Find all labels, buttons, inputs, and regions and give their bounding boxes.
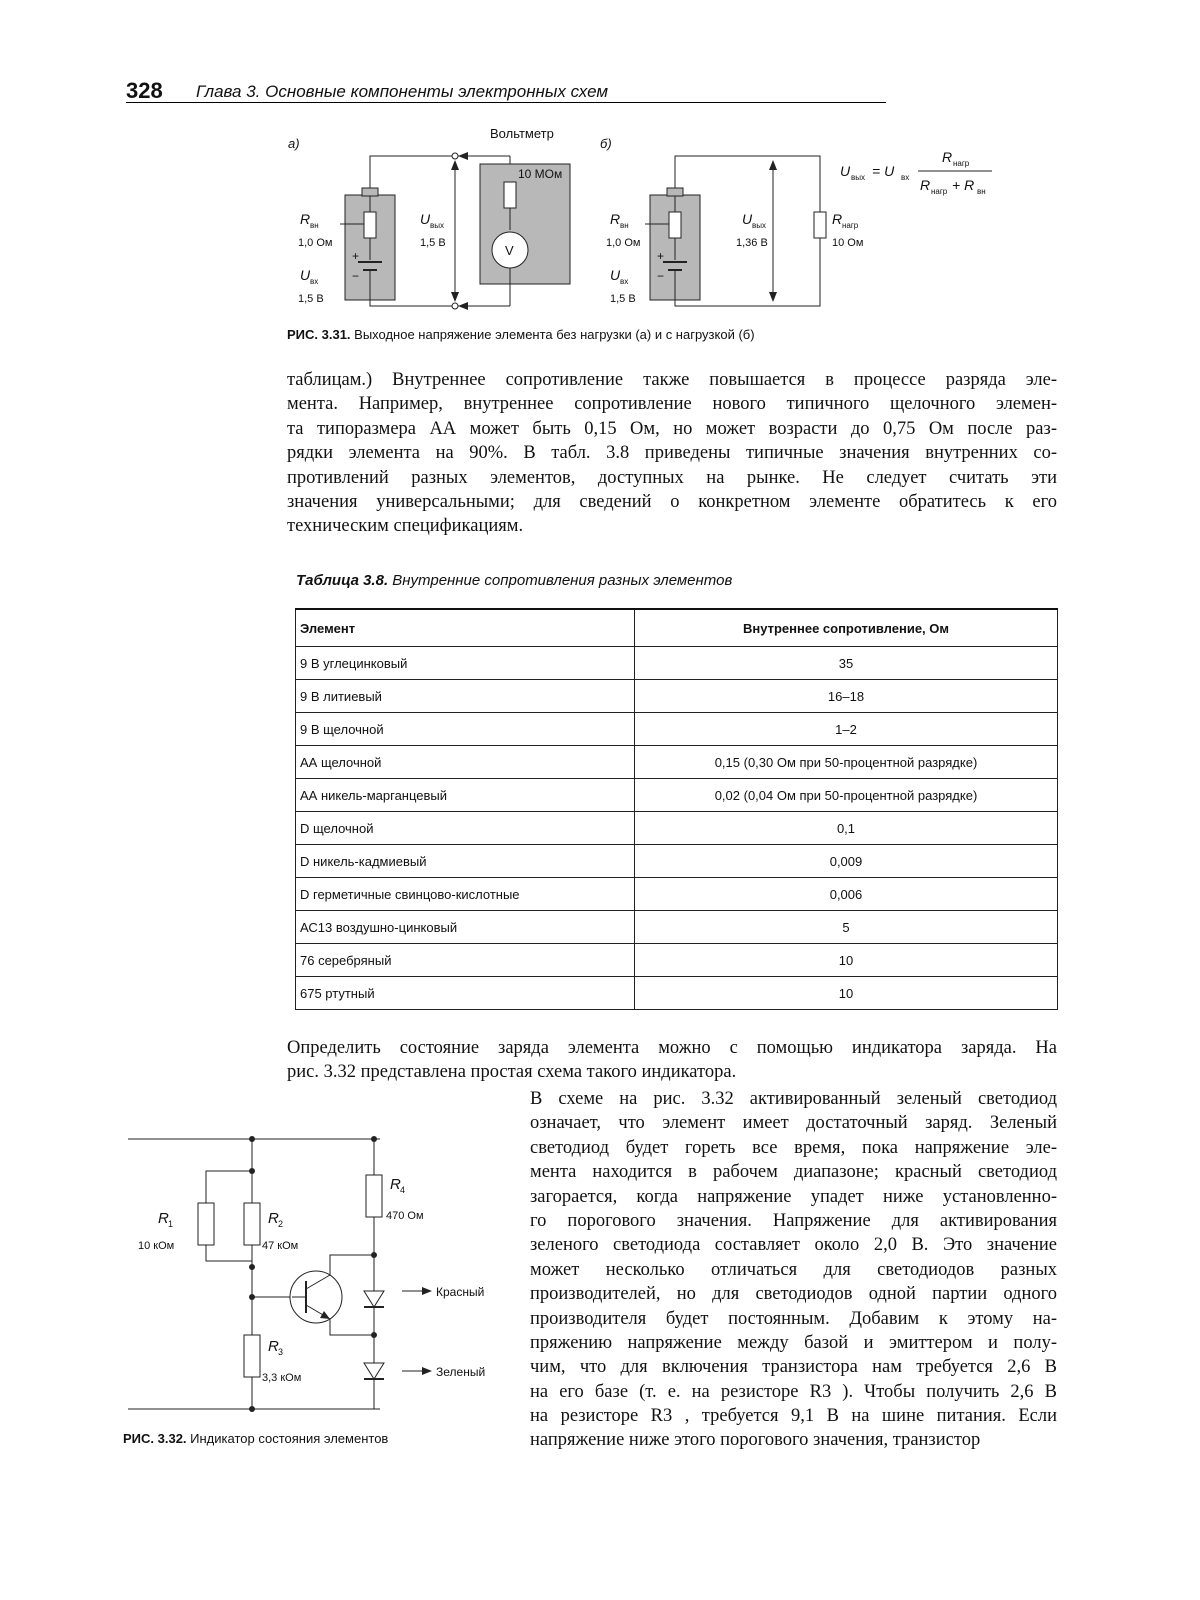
figure-3-32 bbox=[120, 1125, 510, 1435]
svg-text:нагр: нагр bbox=[842, 221, 859, 230]
svg-text:+: + bbox=[352, 249, 360, 263]
uvh-b-value: 1,5 В bbox=[610, 293, 636, 305]
svg-text:вн: вн bbox=[310, 221, 319, 230]
voltmeter-symbol: V bbox=[505, 243, 514, 258]
uvyh-a-value: 1,5 В bbox=[420, 237, 446, 249]
svg-text:вых: вых bbox=[430, 221, 444, 230]
svg-text:нагр: нагр bbox=[953, 159, 970, 168]
load-resistor bbox=[814, 212, 826, 238]
divider-formula bbox=[840, 149, 992, 196]
uvh-b-label: U bbox=[610, 267, 621, 283]
svg-text:= U: = U bbox=[872, 163, 895, 179]
rvn-b-label: R bbox=[610, 211, 621, 227]
table-row: D щелочной 0,1 bbox=[296, 812, 1058, 845]
figure-3-31-caption: РИС. 3.31. Выходное напряжение элемента без нагрузки (а) и с нагрузкой (б) bbox=[287, 327, 755, 342]
rnagr-value: 10 Ом bbox=[832, 237, 864, 249]
fig-label-a: а) bbox=[288, 136, 300, 151]
table-header-row bbox=[296, 609, 1058, 647]
table-row: D никель-кадмиевый 0,009 bbox=[296, 845, 1058, 878]
svg-text:вых: вых bbox=[851, 173, 865, 182]
r1-label: R bbox=[158, 1210, 169, 1227]
svg-text:1: 1 bbox=[168, 1219, 174, 1229]
resistance-table bbox=[295, 608, 1058, 1010]
page-header bbox=[126, 78, 886, 104]
svg-text:вн: вн bbox=[620, 221, 629, 230]
resistor-r3 bbox=[244, 1335, 260, 1377]
header-rule bbox=[126, 102, 886, 103]
resistor-r4 bbox=[366, 1175, 382, 1217]
fig-label-b: б) bbox=[600, 136, 612, 151]
table-row: АС13 воздушно-цинковый 5 bbox=[296, 911, 1058, 944]
r1-value: 10 кОм bbox=[138, 1240, 175, 1252]
resistor-r2 bbox=[244, 1203, 260, 1245]
green-label: Зеленый bbox=[436, 1365, 486, 1379]
rvn-a-label: R bbox=[300, 211, 311, 227]
red-led bbox=[364, 1291, 384, 1307]
svg-text:4: 4 bbox=[400, 1185, 406, 1195]
svg-text:вх: вх bbox=[620, 277, 629, 286]
svg-text:нагр: нагр bbox=[931, 187, 948, 196]
voltmeter-label: Вольтметр bbox=[490, 126, 554, 141]
body-paragraph-2: Определить состояние заряда элемента можно с помощью индикатора заряда. На рис. 3.32 представлена простая схема такого индикатора. bbox=[287, 1038, 1057, 1083]
table-row: 9 В углецинковый 35 bbox=[296, 647, 1058, 680]
svg-text:+ R: + R bbox=[952, 177, 975, 193]
svg-text:вх: вх bbox=[310, 277, 319, 286]
svg-text:−: − bbox=[657, 269, 665, 283]
uvh-a-label: U bbox=[300, 267, 311, 283]
battery-a bbox=[345, 188, 395, 300]
rnagr-label: R bbox=[832, 211, 843, 227]
battery-b bbox=[650, 188, 700, 300]
table-row: 9 В щелочной 1–2 bbox=[296, 713, 1058, 746]
svg-text:вых: вых bbox=[752, 221, 766, 230]
r3-value: 3,3 кОм bbox=[262, 1372, 302, 1384]
resistor-r1 bbox=[198, 1203, 214, 1245]
page-number: 328 bbox=[126, 78, 163, 103]
r2-label: R bbox=[268, 1210, 279, 1227]
uvyh-a-label: U bbox=[420, 211, 431, 227]
svg-text:R: R bbox=[942, 149, 953, 165]
chapter-title: Глава 3. Основные компоненты электронных схем bbox=[196, 82, 608, 101]
svg-text:2: 2 bbox=[278, 1219, 284, 1229]
table-row: D герметичные свинцово-кислотные 0,006 bbox=[296, 878, 1058, 911]
body-paragraph-3: В схеме на рис. 3.32 активированный зеленый светодиод означает, что элемент имеет достаточный заряд. Зеленый светодиод будет гореть все время, пока напряжение эле- мента находится в рабочем диапазоне; красный светодиод загорается, когда напряжение упадет ниже установленно- го порогового значения. Напряжение для активирования зеленого светодиода составляет около 2,0 В. Это значение может несколько отличаться для светодиодов разных производителей, но для светодиодов одной партии одного производителя будет постоянным. Добавим к этому на- пряжению напряжение между базой и эмиттером и полу- чим, что для включения транзистора нам требуется 2,6 В на его базе (т. е. на резисторе R3 ). Чтобы получить 2,6 В на резисторе R3 , требуется 9,1 В на шине питания. Если напряжение ниже этого порогового значения, транзистор bbox=[530, 1089, 1057, 1451]
r3-label: R bbox=[268, 1338, 279, 1355]
figure-3-31 bbox=[280, 120, 1020, 330]
table-title: Таблица 3.8. Внутренние сопротивления разных элементов bbox=[296, 572, 733, 589]
svg-text:−: − bbox=[352, 269, 360, 283]
body-paragraph-1: таблицам.) Внутреннее сопротивление также повышается в процессе разряда эле- мента. Например, внутреннее сопротивление нового типичного щелочного элемен- та типоразмера АА может быть 0,15 Ом, но может возрасти до 0,75 Ом после раз- рядки элемента на 90%. В табл. 3.8 приведены типичные значения внутренних со- противлений разных элементов, доступных на рынке. Не следует считать эти значения универсальными; для сведений о конкретном элементе обратитесь к его техническим спецификациям. bbox=[287, 370, 1057, 537]
voltmeter-box bbox=[480, 164, 570, 284]
table-row: АА никель-марганцевый 0,02 (0,04 Ом при 50-процентной разрядке) bbox=[296, 779, 1058, 812]
rvn-b-value: 1,0 Ом bbox=[606, 237, 641, 249]
r2-value: 47 кОм bbox=[262, 1240, 299, 1252]
green-led bbox=[364, 1363, 384, 1379]
red-label: Красный bbox=[436, 1285, 485, 1299]
col-header-element: Элемент bbox=[296, 609, 635, 647]
col-header-resistance: Внутреннее сопротивление, Ом bbox=[635, 609, 1058, 647]
table-row: 76 серебряный 10 bbox=[296, 944, 1058, 977]
svg-text:вн: вн bbox=[977, 187, 986, 196]
svg-text:U: U bbox=[840, 163, 851, 179]
svg-text:вх: вх bbox=[901, 173, 910, 182]
rvn-a-value: 1,0 Ом bbox=[298, 237, 333, 249]
table-row: 675 ртутный 10 bbox=[296, 977, 1058, 1010]
figure-3-32-caption: РИС. 3.32. Индикатор состояния элементов bbox=[123, 1431, 389, 1446]
table-row: 9 В литиевый 16–18 bbox=[296, 680, 1058, 713]
uvyh-b-label: U bbox=[742, 211, 753, 227]
r4-value: 470 Ом bbox=[386, 1210, 424, 1222]
uvh-a-value: 1,5 В bbox=[298, 293, 324, 305]
svg-text:R: R bbox=[920, 177, 931, 193]
meter-resistance: 10 МОм bbox=[518, 167, 563, 181]
svg-text:+: + bbox=[657, 249, 665, 263]
uvyh-b-value: 1,36 В bbox=[736, 237, 768, 249]
svg-text:3: 3 bbox=[278, 1347, 284, 1357]
r4-label: R bbox=[390, 1176, 401, 1193]
table-row: АА щелочной 0,15 (0,30 Ом при 50-процентной разрядке) bbox=[296, 746, 1058, 779]
